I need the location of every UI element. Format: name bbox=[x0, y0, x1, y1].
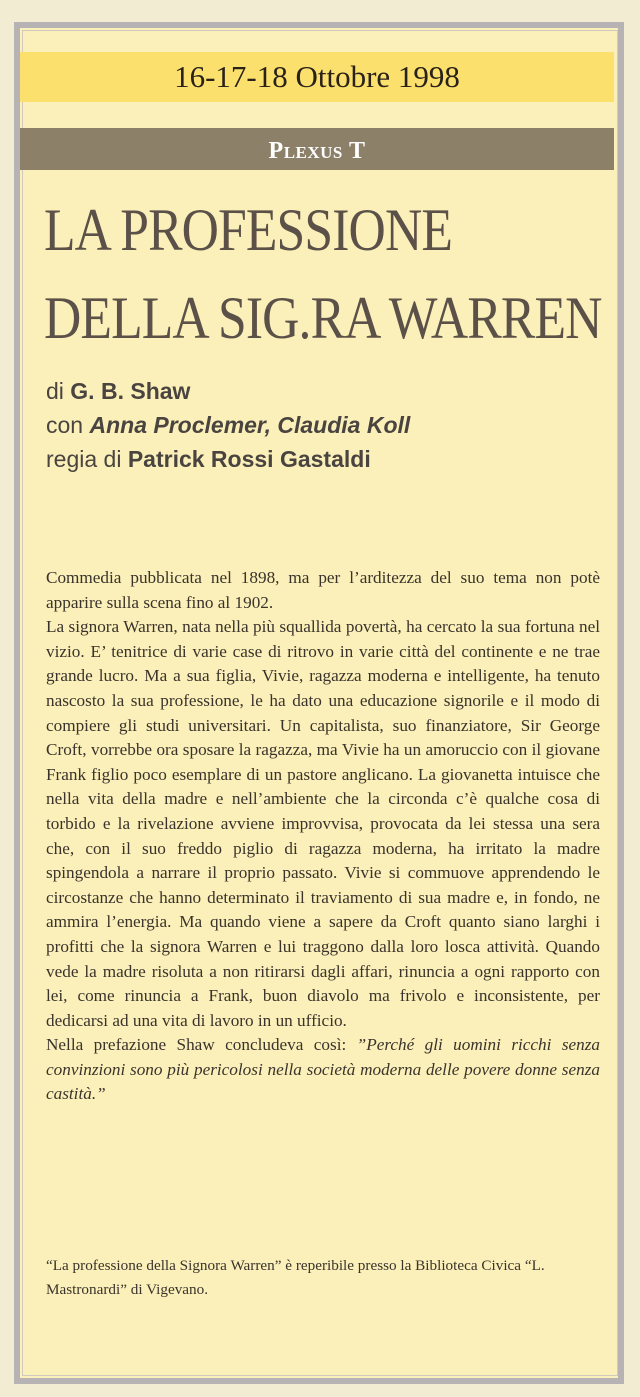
synopsis-paragraph-1: Commedia pubblicata nel 1898, ma per l’arditezza del suo tema non potè apparire sulla scena fino al 1902. bbox=[46, 568, 600, 612]
synopsis-paragraph-2: La signora Warren, nata nella più squallida povertà, ha cercato la sua fortuna nel vizio. E’ tenitrice di varie case di ritrovo in varie città del continente e ne trae grande lucro. Ma a sua figlia, Vivie, ragazza moderna e intelligente, ha tenuto nascosto la sua professione, le ha dato una educazione signorile e il modo di compiere gli studi universitari. Un capitalista, suo finanziatore, Sir George Croft, vorrebbe ora sposare la ragazza, ma Vivie ha un amoruccio con il giovane Frank figlio poco esemplare di un pastore anglicano. La giovanetta intuisce che nella vita della madre e nell’ambiente che la circonda c’è qualche cosa di torbido e la rivelazione avviene improvvisa, provocata da lei stessa una sera che, con il suo freddo piglio di ragazza moderna, ha irritato la madre spingendola a narrare il proprio passato. Vivie si commuove apprendendo le circostanze che hanno determinato il traviamento di sua madre e, in fondo, ne ammira l’energia. Ma quando viene a sapere da Croft quanto siano larghi i profitti che la signora Warren e lui traggono dalla loro losca attività. Quando vede la madre risoluta a non ritirarsi dagli affari, rinuncia a ogni rapporto con lei, come rinuncia a Frank, buon diavolo ma frivolo e inconsistente, per dedicarsi ad una vita di lavoro in un ufficio. bbox=[46, 617, 600, 1030]
preface-intro: Nella prefazione Shaw concludeva così: bbox=[46, 1035, 347, 1055]
synopsis-paragraph-3 bbox=[46, 1033, 600, 1107]
cast-prefix: con bbox=[46, 412, 84, 438]
synopsis bbox=[46, 566, 600, 1107]
cast-names: Anna Proclemer, Claudia Koll bbox=[89, 412, 411, 438]
date-banner bbox=[20, 52, 614, 102]
event-dates: 16-17-18 Ottobre 1998 bbox=[174, 59, 460, 94]
library-note: “La professione della Signora Warren” è reperibile presso la Biblioteca Civica “L. Mastronardi” di Vigevano. bbox=[46, 1257, 545, 1298]
author-line bbox=[46, 374, 606, 408]
director-name: Patrick Rossi Gastaldi bbox=[127, 446, 371, 472]
director-prefix: regia di bbox=[46, 446, 122, 472]
play-title bbox=[44, 186, 602, 362]
title-line-1: LA PROFESSIONE bbox=[44, 197, 453, 263]
title-line-2: DELLA SIG.RA WARREN bbox=[44, 285, 602, 351]
cast-line bbox=[46, 408, 606, 442]
preface-quote: ”Perché gli uomini ricchi senza convinzioni sono più pericolosi nella società moderna delle povere donne senza castità.” bbox=[46, 1035, 601, 1104]
credits-block bbox=[46, 374, 606, 476]
author-prefix: di bbox=[46, 378, 64, 404]
company-banner bbox=[20, 128, 614, 170]
director-line bbox=[46, 442, 606, 476]
author-name: G. B. Shaw bbox=[70, 378, 191, 404]
company-name: Plexus T bbox=[268, 138, 366, 164]
